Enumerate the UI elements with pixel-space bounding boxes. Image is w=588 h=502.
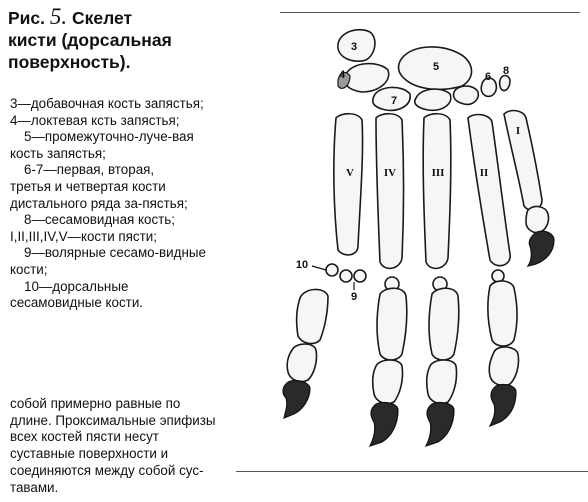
figure-number: 5. — [49, 4, 68, 29]
middle-phalanx-ii — [489, 347, 518, 386]
carpal-bone-row-b — [415, 89, 451, 110]
phalanges-digit-ii — [488, 281, 519, 426]
body-line: соединяются между собой сус- — [10, 462, 204, 478]
label-roman-iv: IV — [383, 167, 397, 179]
body-paragraph — [10, 396, 262, 496]
body-line: длине. Проксимальные эпифизы — [10, 412, 216, 428]
middle-phalanx-iv — [373, 360, 403, 404]
claw-ii — [490, 385, 516, 426]
legend-line: 10—дорсальные — [24, 278, 129, 294]
legend-line: 5—промежуточно-луче-вая — [24, 129, 194, 145]
label-3: 3 — [350, 41, 358, 53]
label-4: 4 — [338, 69, 346, 81]
phalanges-digit-iv — [370, 288, 407, 446]
claw-v — [283, 381, 310, 418]
metacarpal-i — [504, 111, 542, 211]
legend-line: 3—добавочная кость запястья; — [10, 96, 204, 111]
legend-line: 8—сесамовидная кость; — [24, 212, 175, 228]
claw-i — [528, 231, 554, 266]
metacarpal-ii — [468, 115, 510, 266]
legend-line: 9—волярные сесамо-видные — [24, 245, 206, 261]
sesamoid-bones — [326, 264, 504, 291]
label-10: 10 — [295, 259, 309, 271]
phalanges-digit-v — [283, 289, 328, 418]
legend-line: 6-7—первая, вторая, — [24, 162, 155, 178]
metacarpal-iii — [423, 114, 451, 269]
legend-line: дистального ряда за-пястья; — [10, 195, 188, 211]
caption-prefix: Рис. — [8, 8, 46, 28]
body-line: всех костей пясти несут — [10, 429, 159, 445]
volar-sesamoid-9b — [354, 270, 366, 282]
middle-phalanx-iii — [427, 360, 457, 404]
label-5: 5 — [432, 61, 440, 73]
metacarpal-bones — [334, 111, 542, 269]
label-9: 9 — [350, 291, 358, 303]
metacarpal-v — [334, 114, 363, 255]
phalanges-digit-i — [526, 207, 554, 266]
middle-phalanx-v — [287, 344, 316, 382]
proximal-phalanx-v — [297, 289, 328, 343]
carpal-bones — [338, 30, 510, 111]
legend-line: кости; — [10, 261, 48, 277]
legend-line: сесамовидные кости. — [10, 295, 144, 311]
proximal-phalanx-iii — [429, 288, 459, 360]
body-line: тавами. — [10, 479, 59, 495]
figure-legend — [10, 96, 265, 312]
metacarpal-iv — [376, 114, 404, 269]
proximal-phalanx-iv — [377, 288, 407, 360]
bottom-rule — [236, 471, 588, 472]
label-6: 6 — [484, 71, 492, 83]
proximal-phalanx-i — [526, 207, 549, 233]
label-roman-v: V — [346, 167, 354, 179]
label-roman-i: I — [515, 125, 521, 137]
sesamoid-bone-8 — [500, 76, 510, 91]
caption-line-3: поверхность). — [8, 52, 131, 72]
caption-title-part1: Скелет — [72, 8, 133, 28]
body-line: суставные поверхности и — [10, 446, 169, 462]
caption-line-2: кисти (дорсальная — [8, 30, 172, 50]
phalanges-digit-iii — [426, 288, 459, 446]
claw-iii — [426, 403, 454, 446]
dorsal-sesamoid-10 — [326, 264, 338, 276]
label-roman-iii: III — [431, 167, 445, 179]
label-7: 7 — [390, 95, 398, 107]
claw-iv — [370, 403, 398, 446]
ulnar-carpal-bone — [345, 64, 389, 92]
proximal-phalanx-ii — [488, 281, 517, 346]
hand-skeleton-figure — [228, 14, 580, 466]
legend-line: третья и четвертая кости — [10, 178, 166, 194]
label-roman-ii: II — [479, 167, 489, 179]
label-8: 8 — [502, 65, 510, 77]
body-line: собой примерно равные по — [10, 396, 181, 411]
leader-10 — [312, 266, 326, 270]
volar-sesamoid-9a — [340, 270, 352, 282]
legend-line: 4—локтевая ксть запястья; — [10, 112, 180, 128]
carpal-bone-row-c — [453, 86, 478, 104]
top-rule — [280, 12, 580, 13]
legend-line: I,II,III,IV,V—кости пясти; — [10, 228, 157, 244]
legend-line: кость запястья; — [10, 145, 106, 161]
